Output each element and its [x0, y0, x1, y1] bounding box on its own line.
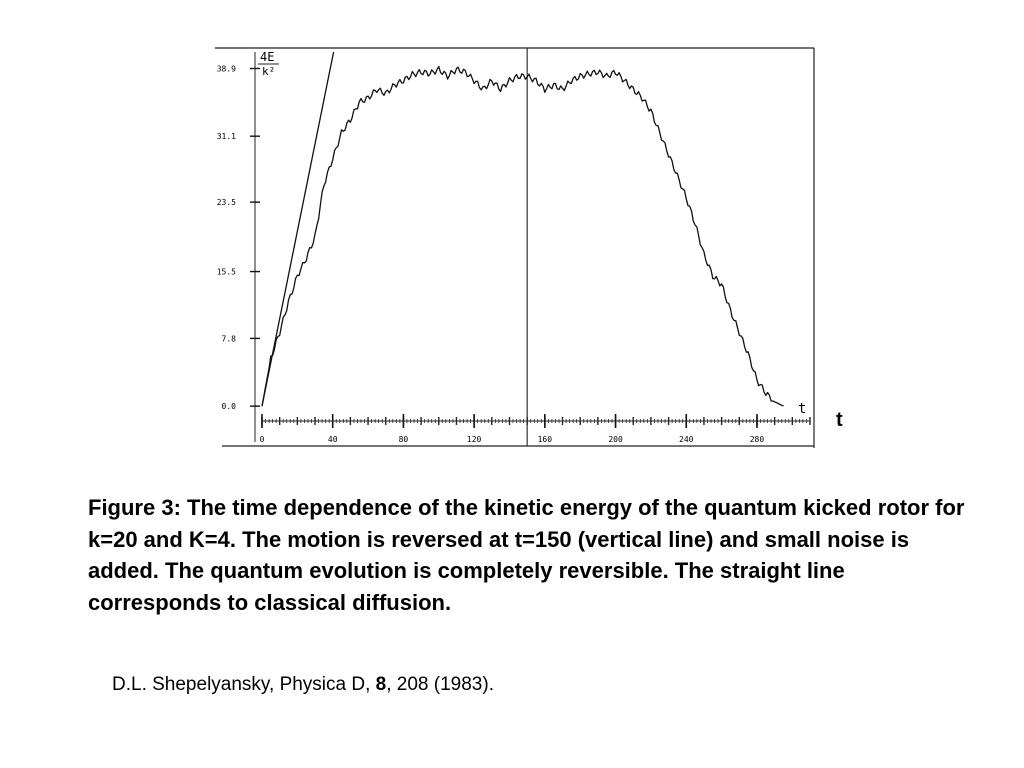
- figure-time-label: t: [836, 409, 843, 431]
- y-axis-label-top: 4E: [260, 50, 275, 64]
- y-tick-label: 0.0: [221, 402, 236, 412]
- y-tick-label: 23.5: [216, 198, 236, 208]
- x-tick-label: 40: [327, 435, 338, 444]
- x-tick-label: 280: [749, 435, 765, 444]
- y-tick-label: 15.5: [216, 267, 236, 277]
- citation-authors-journal: D.L. Shepelyansky, Physica D,: [112, 674, 376, 695]
- x-axis-label: t: [798, 401, 807, 417]
- citation-volume: 8: [375, 674, 387, 695]
- x-tick-label: 160: [537, 435, 553, 444]
- y-tick-label: 38.9: [216, 64, 236, 74]
- y-tick-label: 31.1: [216, 132, 236, 142]
- figure-caption: Figure 3: The time dependence of the kinetic energy of the quantum kicked rotor for k=20 and K=4. The motion is reversed at t=150 (vertical line) and small noise is added. The quantum evolution is completely reversible. The straight line corresponds to classical diffusion.: [88, 495, 965, 615]
- axis-ticks: [250, 68, 810, 428]
- x-tick-label: 120: [466, 435, 482, 444]
- x-tick-label: 200: [608, 435, 623, 444]
- x-tick-label: 0: [259, 435, 265, 444]
- x-tick-label: 80: [398, 435, 409, 444]
- citation-pages-year: , 208 (1983).: [386, 674, 494, 695]
- plot-frame: [215, 48, 814, 448]
- citation: [112, 674, 494, 696]
- tick-labels: [217, 50, 807, 444]
- data-series: [259, 48, 784, 446]
- x-tick-label: 240: [679, 435, 694, 444]
- series-quantum-energy: [262, 67, 784, 407]
- y-axis-label-bottom: k²: [262, 65, 276, 78]
- y-tick-label: 7.8: [221, 334, 236, 344]
